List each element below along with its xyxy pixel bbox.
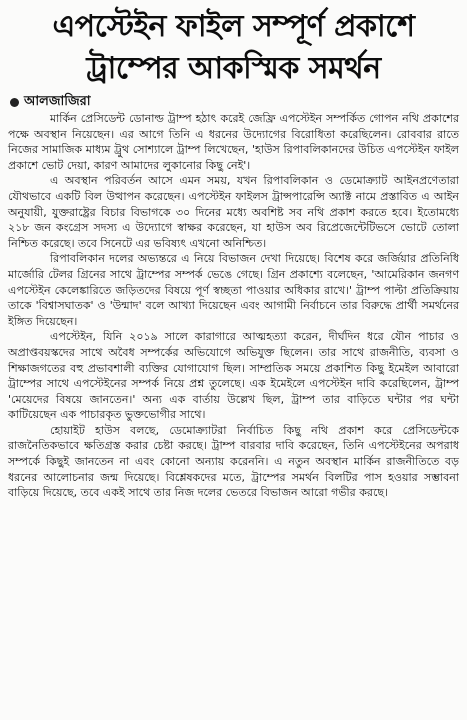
headline-line-1: এপস্টেইন ফাইল সম্পূর্ণ প্রকাশে [52,9,415,44]
paragraph: হোয়াইট হাউস বলছে, ডেমোক্র্যাটরা নির্বাচিত কিছু নথি প্রকাশ করে প্রেসিডেন্টকে রাজনৈতিকভাবে ক্ষতিগ্রস্ত করার চেষ্টা করছে। ট্রাম্প বারবার দাবি করেছেন, তিনি এপস্টেইনের অপরাধ সম্পর্কে কিছুই জানতেন না এবং কোনো অন্যায় করেননি। এ নতুন অবস্থান মার্কিন রাজনীতিতে বড় ধরনের আলোচনার জন্ম দিয়েছে। বিশ্লেষকদের মতে, ট্রাম্পের সমর্থন বিলটির পাস হওয়ার সম্ভাবনা বাড়িয়ে দিয়েছে, তবে একই সাথে তার নিজ দলের ভেতরে বিভাজন আরো গভীর করছে। [8,423,459,500]
paragraph: রিপাবলিকান দলের অভ্যন্তরে এ নিয়ে বিভাজন দেখা দিয়েছে। বিশেষ করে জর্জিয়ার প্রতিনিধি মার্জোরি টেলর গ্রিনের সাথে ট্রাম্পের সম্পর্ক ভেঙে গেছে। গ্রিন প্রকাশ্যে বলেছেন, 'আমেরিকান জনগণ এপস্টেইন কেলেঙ্কারিতে জড়িতদের বিষয়ে পূর্ণ স্বচ্ছতা পাওয়ার অধিকার রাখে।' ট্রাম্প পাল্টা প্রতিক্রিয়ায় তাকে 'বিশ্বাসঘাতক' ও 'উন্মাদ' বলে আখ্যা দিয়েছেন এবং আগামী নির্বাচনে তার বিরুদ্ধে প্রার্থী সমর্থনের ইঙ্গিত দিয়েছেন। [8,252,459,328]
byline [8,94,459,110]
source-name: আলজাজিরা [24,94,91,109]
headline-line-2: ট্রাম্পের আকস্মিক সমর্থন [86,51,381,86]
paragraph: মার্কিন প্রেসিডেন্ট ডোনাল্ড ট্রাম্প হঠাৎ করেই জেফ্রি এপস্টেইন সম্পর্কিত গোপন নথি প্রকাশের পক্ষে অবস্থান নিয়েছেন। এর আগে তিনি এ ধরনের উদ্যোগের বিরোধিতা করেছিলেন। রোববার রাতে নিজের সামাজিক মাধ্যম ট্রুথ সোশ্যালে ট্রাম্প লিখেছেন, 'হাউস রিপাবলিকানদের উচিত এপস্টেইন ফাইল প্রকাশে ভোট দেয়া, কারণ আমাদের লুকানোর কিছু নেই'। [8,112,459,172]
bullet-icon [10,98,19,107]
paragraph: এপস্টেইন, যিনি ২০১৯ সালে কারাগারে আত্মহত্যা করেন, দীর্ঘদিন ধরে যৌন পাচার ও অপ্রাপ্তবয়স্কদের সাথে অবৈধ সম্পর্কের অভিযোগে অভিযুক্ত ছিলেন। তার সাথে রাজনীতি, ব্যবসা ও শিক্ষাজগতের বহু প্রভাবশালী ব্যক্তির যোগাযোগ ছিল। সাম্প্রতিক সময়ে প্রকাশিত কিছু ইমেইল আবারো ট্রাম্পের সাথে এপস্টেইনের সম্পর্ক নিয়ে প্রশ্ন তুলেছে। এক ইমেইলে এপস্টেইন দাবি করেছিলেন, ট্রাম্প 'মেয়েদের বিষয়ে জানতেন।' অন্য এক বার্তায় উল্লেখ ছিল, ট্রাম্প তার বাড়িতে ঘন্টার পর ঘন্টা কাটিয়েছেন এক পাচারকৃত ভুক্তভোগীর সাথে। [8,330,459,422]
article-body [8,111,459,501]
paragraph: এ অবস্থান পরিবর্তন আসে এমন সময়, যখন রিপাবলিকান ও ডেমোক্র্যাট আইনপ্রণেতারা যৌথভাবে একটি বিল উত্থাপন করেছেন। এপস্টেইন ফাইলস ট্রান্সপারেন্সি অ্যাক্ট নামে প্রস্তাবিত এ আইন অনুযায়ী, যুক্তরাষ্ট্রের বিচার বিভাগকে ৩০ দিনের মধ্যে অবশিষ্ট সব নথি প্রকাশ করতে হবে। ইতোমধ্যে ২১৮ জন কংগ্রেস সদস্য এ উদ্যোগে স্বাক্ষর করেছেন, যা হাউস অব রিপ্রেজেন্টেটিভসে ভোটে তোলা নিশ্চিত করেছে। তবে সিনেটে এর ভবিষ্যৎ এখনো অনিশ্চিত। [8,174,459,250]
headline [8,6,459,90]
